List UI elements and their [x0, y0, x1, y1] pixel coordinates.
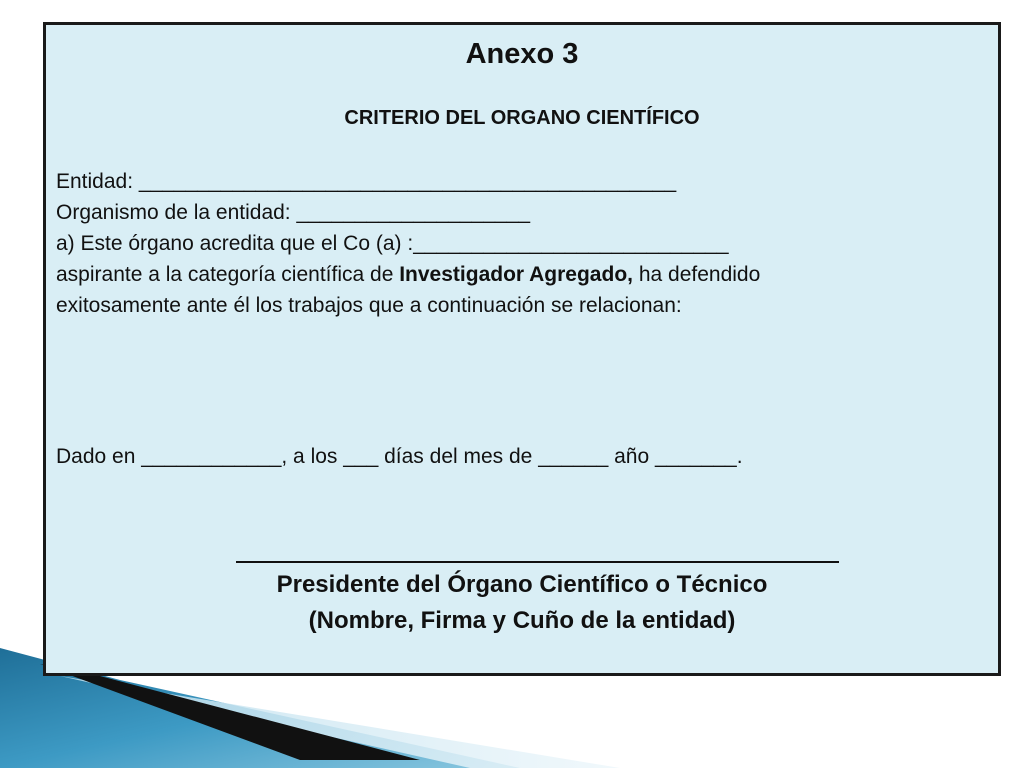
category-name: Investigador Agregado, [399, 263, 633, 286]
signature-title: Presidente del Órgano Científico o Técnico [276, 571, 768, 598]
aspirante-text: aspirante a la categoría científica de [56, 263, 400, 286]
organismo-line: Organismo de la entidad: ____________________ [56, 201, 531, 224]
form-panel [43, 22, 1001, 676]
acredita-line: a) Este órgano acredita que el Co (a) :___________________________ [56, 232, 729, 255]
aspirante-text-end: ha defendido [632, 263, 761, 286]
signature-line [236, 561, 839, 563]
signature-subtitle: (Nombre, Firma y Cuño de la entidad) [308, 607, 736, 634]
entidad-line: Entidad: ______________________________________________ [56, 170, 677, 193]
page-title: Anexo 3 [465, 38, 579, 70]
aspirante-line [56, 260, 760, 290]
section-heading: CRITERIO DEL ORGANO CIENTÍFICO [344, 107, 700, 129]
dado-en-line: Dado en ____________, a los ___ días del mes de ______ año _______. [56, 445, 743, 468]
exitosamente-line: exitosamente ante él los trabajos que a continuación se relacionan: [56, 294, 682, 317]
